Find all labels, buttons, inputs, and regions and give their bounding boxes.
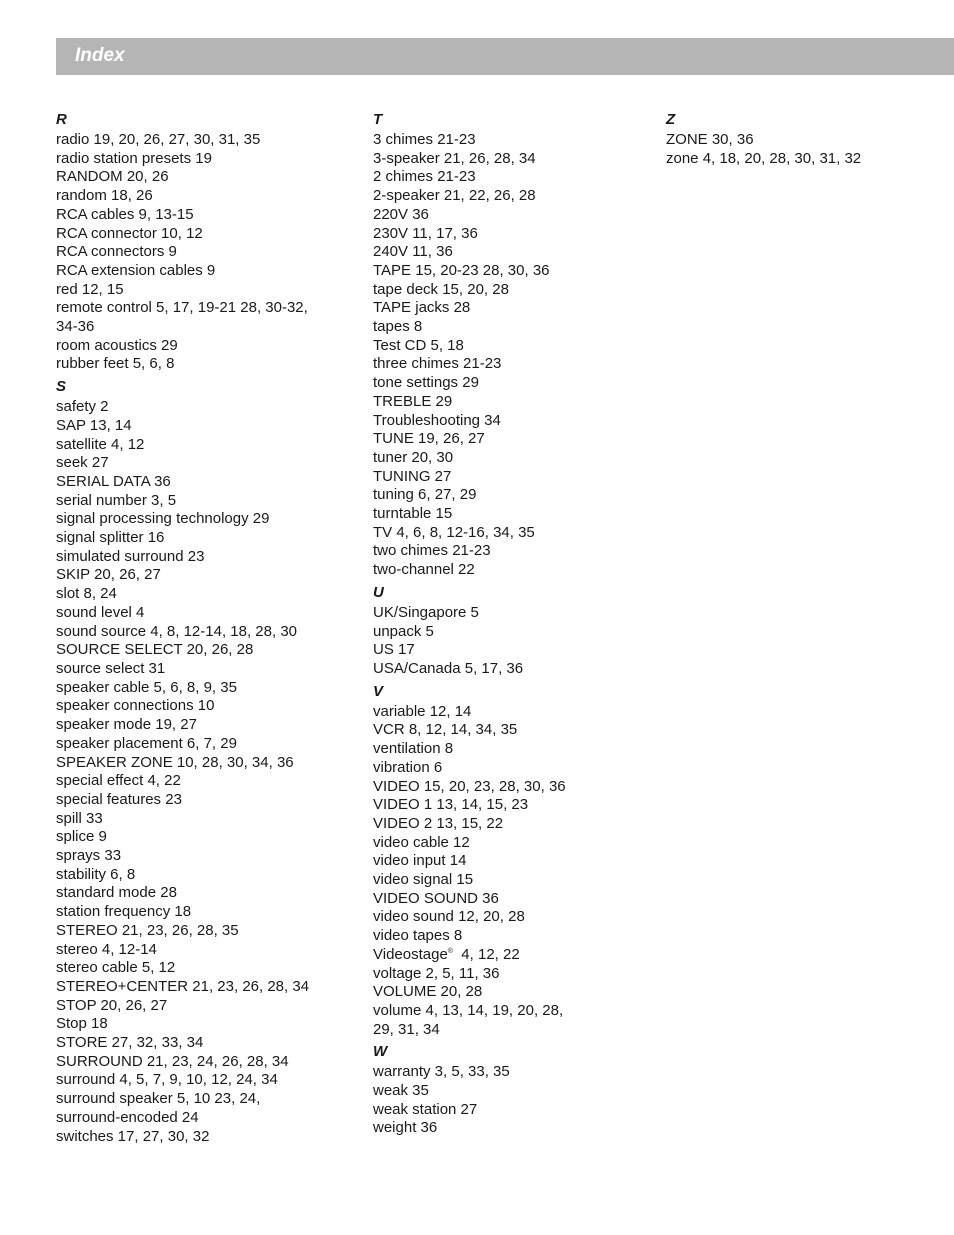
index-entry: STEREO 21, 23, 26, 28, 35 bbox=[56, 921, 239, 939]
index-entry: satellite 4, 12 bbox=[56, 435, 145, 453]
index-entry: tape deck 15, 20, 28 bbox=[373, 280, 509, 298]
index-entry: slot 8, 24 bbox=[56, 585, 117, 603]
index-entry: turntable 15 bbox=[373, 505, 453, 523]
index-entry: RANDOM 20, 26 bbox=[56, 168, 169, 186]
index-entry: video signal 15 bbox=[373, 871, 474, 889]
index-entry: VIDEO 2 13, 15, 22 bbox=[373, 814, 504, 832]
index-entry: STORE 27, 32, 33, 34 bbox=[56, 1034, 204, 1052]
index-entry: zone 4, 18, 20, 28, 30, 31, 32 bbox=[666, 149, 862, 167]
index-entry: three chimes 21-23 bbox=[373, 355, 502, 373]
index-entry: TUNE 19, 26, 27 bbox=[373, 430, 485, 448]
index-entry: SPEAKER ZONE 10, 28, 30, 34, 36 bbox=[56, 753, 294, 771]
index-entry: weight 36 bbox=[373, 1119, 438, 1137]
index-entry: STOP 20, 26, 27 bbox=[56, 996, 168, 1014]
index-entry: splice 9 bbox=[56, 828, 107, 846]
section-letter-v: V bbox=[373, 682, 384, 700]
index-entry: 3-speaker 21, 26, 28, 34 bbox=[373, 149, 536, 167]
index-entry: two-channel 22 bbox=[373, 561, 475, 579]
index-entry: speaker cable 5, 6, 8, 9, 35 bbox=[56, 678, 237, 696]
index-entry: stability 6, 8 bbox=[56, 865, 136, 883]
index-entry: VIDEO 15, 20, 23, 28, 30, 36 bbox=[373, 777, 566, 795]
index-entry: spill 33 bbox=[56, 809, 103, 827]
index-entry: SURROUND 21, 23, 24, 26, 28, 34 bbox=[56, 1052, 289, 1070]
index-entry bbox=[373, 1002, 643, 1039]
index-entry: VOLUME 20, 28 bbox=[373, 983, 483, 1001]
index-entry: red 12, 15 bbox=[56, 280, 124, 298]
index-entry: RCA connector 10, 12 bbox=[56, 224, 203, 242]
index-entry bbox=[373, 946, 643, 965]
index-entry: 3 chimes 21-23 bbox=[373, 131, 476, 148]
index-column-1 bbox=[56, 109, 356, 1146]
index-entry: TREBLE 29 bbox=[373, 392, 453, 410]
index-entry: US 17 bbox=[373, 641, 415, 659]
index-entry: weak station 27 bbox=[373, 1100, 478, 1118]
section-letter-s: S bbox=[56, 378, 67, 396]
index-entry-pages: 4, 12, 22 bbox=[452, 945, 520, 963]
index-entry-continuation: 29, 31, 34 bbox=[373, 1020, 440, 1038]
index-entry: speaker placement 6, 7, 29 bbox=[56, 734, 237, 752]
index-header-bar bbox=[56, 38, 954, 75]
index-entry: TV 4, 6, 8, 12-16, 34, 35 bbox=[373, 523, 535, 541]
index-entry: video sound 12, 20, 28 bbox=[373, 908, 525, 926]
section-letter-t: T bbox=[373, 111, 383, 128]
index-entry: USA/Canada 5, 17, 36 bbox=[373, 659, 524, 677]
index-entry: RCA cables 9, 13-15 bbox=[56, 205, 194, 223]
index-entry: tone settings 29 bbox=[373, 374, 479, 392]
index-entry: stereo 4, 12-14 bbox=[56, 940, 157, 958]
index-entry: video cable 12 bbox=[373, 833, 470, 851]
index-entry-continuation: 34-36 bbox=[56, 318, 95, 336]
index-entry: unpack 5 bbox=[373, 622, 434, 640]
index-entry: 240V 11, 36 bbox=[373, 243, 453, 261]
index-entry: signal splitter 16 bbox=[56, 529, 165, 547]
index-entry: 220V 36 bbox=[373, 205, 429, 223]
index-entry: surround speaker 5, 10 23, 24, bbox=[56, 1090, 261, 1108]
section-letter-z: Z bbox=[666, 111, 676, 128]
index-entry: TAPE 15, 20-23 28, 30, 36 bbox=[373, 261, 550, 279]
index-entry: seek 27 bbox=[56, 454, 109, 472]
index-entry: SERIAL DATA 36 bbox=[56, 472, 171, 490]
registered-mark-icon: ® bbox=[447, 947, 453, 955]
index-entry: random 18, 26 bbox=[56, 187, 153, 205]
index-entry: video input 14 bbox=[373, 852, 467, 870]
index-entry: radio 19, 20, 26, 27, 30, 31, 35 bbox=[56, 131, 261, 148]
index-entry bbox=[56, 299, 356, 336]
index-entry: tapes 8 bbox=[373, 318, 423, 336]
index-entry: signal processing technology 29 bbox=[56, 510, 270, 528]
index-entry: standard mode 28 bbox=[56, 884, 177, 902]
index-entry: Test CD 5, 18 bbox=[373, 336, 464, 354]
index-entry: special features 23 bbox=[56, 790, 182, 808]
index-entry: Troubleshooting 34 bbox=[373, 411, 501, 429]
index-entry: RCA connectors 9 bbox=[56, 243, 177, 261]
index-entry: Stop 18 bbox=[56, 1015, 108, 1033]
index-entry: TUNING 27 bbox=[373, 467, 452, 485]
index-column-2 bbox=[373, 109, 643, 1138]
index-entry: rubber feet 5, 6, 8 bbox=[56, 355, 175, 373]
index-entry: SAP 13, 14 bbox=[56, 416, 132, 434]
index-entry: ventilation 8 bbox=[373, 740, 454, 758]
index-entry: stereo cable 5, 12 bbox=[56, 959, 176, 977]
index-entry: tuning 6, 27, 29 bbox=[373, 486, 477, 504]
index-entry: voltage 2, 5, 11, 36 bbox=[373, 964, 500, 982]
index-entry: simulated surround 23 bbox=[56, 547, 205, 565]
page-title: Index bbox=[75, 45, 125, 66]
index-entry: VCR 8, 12, 14, 34, 35 bbox=[373, 721, 518, 739]
index-entry: radio station presets 19 bbox=[56, 149, 212, 167]
index-entry: TAPE jacks 28 bbox=[373, 299, 471, 317]
index-entry: SKIP 20, 26, 27 bbox=[56, 566, 161, 584]
index-entry: ZONE 30, 36 bbox=[666, 131, 754, 148]
index-entry: STEREO+CENTER 21, 23, 26, 28, 34 bbox=[56, 977, 310, 995]
index-entry: 230V 11, 17, 36 bbox=[373, 224, 478, 242]
index-entry: 2 chimes 21-23 bbox=[373, 168, 476, 186]
index-entry: VIDEO 1 13, 14, 15, 23 bbox=[373, 796, 529, 814]
index-entry: special effect 4, 22 bbox=[56, 772, 181, 790]
index-entry: RCA extension cables 9 bbox=[56, 261, 216, 279]
index-entry: VIDEO SOUND 36 bbox=[373, 889, 499, 907]
index-entry: video tapes 8 bbox=[373, 927, 463, 945]
index-entry: safety 2 bbox=[56, 398, 109, 416]
index-entry-term: Videostage bbox=[373, 945, 448, 963]
index-entry: room acoustics 29 bbox=[56, 336, 178, 354]
index-entry: station frequency 18 bbox=[56, 903, 192, 921]
index-entry: surround 4, 5, 7, 9, 10, 12, 24, 34 bbox=[56, 1071, 278, 1089]
index-entry: UK/Singapore 5 bbox=[373, 603, 479, 621]
index-entry: SOURCE SELECT 20, 26, 28 bbox=[56, 641, 254, 659]
index-entry: two chimes 21-23 bbox=[373, 542, 491, 560]
index-entry: variable 12, 14 bbox=[373, 702, 472, 720]
index-entry: surround-encoded 24 bbox=[56, 1108, 199, 1126]
index-entry: switches 17, 27, 30, 32 bbox=[56, 1127, 210, 1145]
index-entry-line: volume 4, 13, 14, 19, 20, 28, bbox=[373, 1001, 564, 1019]
index-entry: tuner 20, 30 bbox=[373, 448, 454, 466]
index-entry: source select 31 bbox=[56, 659, 166, 677]
index-entry: speaker mode 19, 27 bbox=[56, 716, 197, 734]
section-letter-u: U bbox=[373, 583, 384, 601]
index-entry: warranty 3, 5, 33, 35 bbox=[373, 1063, 510, 1081]
index-entry: vibration 6 bbox=[373, 758, 443, 776]
index-entry: sound source 4, 8, 12-14, 18, 28, 30 bbox=[56, 622, 298, 640]
index-entry: 2-speaker 21, 22, 26, 28 bbox=[373, 187, 536, 205]
index-column-3 bbox=[666, 109, 946, 168]
index-entry: speaker connections 10 bbox=[56, 697, 215, 715]
index-entry: sprays 33 bbox=[56, 847, 122, 865]
index-entry: sound level 4 bbox=[56, 603, 145, 621]
index-entry: weak 35 bbox=[373, 1082, 429, 1100]
section-letter-w: W bbox=[373, 1043, 388, 1061]
index-entry-line: remote control 5, 17, 19-21 28, 30-32, bbox=[56, 299, 308, 317]
section-letter-r: R bbox=[56, 111, 67, 128]
index-entry: serial number 3, 5 bbox=[56, 491, 177, 509]
